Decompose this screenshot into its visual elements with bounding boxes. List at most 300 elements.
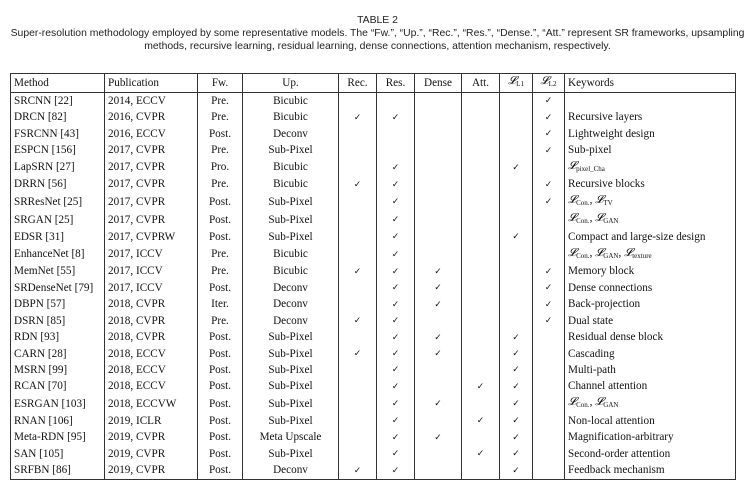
cell-up: Bicubic — [243, 177, 339, 193]
cell-rec — [339, 395, 377, 413]
loss-subscript: Con. — [576, 217, 590, 226]
keyword-text: , — [589, 194, 596, 207]
cell-dense — [415, 280, 462, 296]
cell-dense — [415, 462, 462, 479]
cell-publication: 2017, CVPR — [105, 177, 198, 193]
cell-publication: 2017, ICCV — [105, 264, 198, 280]
cell-keywords — [565, 446, 736, 462]
cell-att — [462, 142, 500, 158]
cell-keywords — [565, 430, 736, 446]
loss-symbol: 𝓛 — [568, 246, 577, 259]
cell-l2 — [533, 177, 565, 193]
cell-l1 — [500, 313, 533, 329]
loss-subscript: L2 — [548, 80, 557, 88]
cell-res — [377, 177, 415, 193]
cell-keywords — [565, 264, 736, 280]
cell-res — [377, 211, 415, 229]
cell-keywords — [565, 211, 736, 229]
cell-rec — [339, 362, 377, 378]
table-row — [11, 193, 736, 211]
cell-dense — [415, 177, 462, 193]
cell-rec — [339, 297, 377, 313]
cell-dense — [415, 211, 462, 229]
cell-att — [462, 211, 500, 229]
loss-symbol: 𝓛 — [595, 396, 604, 409]
col-header-fw: Fw. — [198, 74, 243, 93]
cell-publication: 2017, CVPR — [105, 211, 198, 229]
cell-keywords — [565, 297, 736, 313]
check-mark: ✓ — [391, 365, 400, 376]
check-mark: ✓ — [391, 416, 400, 427]
cell-rec — [339, 229, 377, 245]
cell-keywords — [565, 462, 736, 479]
cell-rec — [339, 193, 377, 211]
check-mark: ✓ — [391, 266, 400, 277]
cell-rec — [339, 280, 377, 296]
cell-res — [377, 264, 415, 280]
loss-symbol: 𝓛 — [568, 194, 577, 207]
cell-method: FSRCNN [43] — [11, 126, 105, 142]
cell-fw: Post. — [198, 362, 243, 378]
cell-res — [377, 280, 415, 296]
cell-keywords — [565, 142, 736, 158]
cell-dense — [415, 126, 462, 142]
cell-dense — [415, 395, 462, 413]
col-header-publication: Publication — [105, 74, 198, 93]
check-mark: ✓ — [544, 299, 553, 310]
cell-l2 — [533, 280, 565, 296]
cell-method: ESPCN [156] — [11, 142, 105, 158]
cell-att — [462, 362, 500, 378]
cell-res — [377, 395, 415, 413]
keyword-text: Feedback mechanism — [568, 464, 665, 477]
cell-l2 — [533, 159, 565, 177]
cell-fw: Pre. — [198, 93, 243, 110]
check-mark: ✓ — [434, 432, 442, 443]
check-mark: ✓ — [391, 215, 400, 226]
check-mark: ✓ — [544, 316, 553, 327]
keyword-text: Multi-path — [568, 363, 616, 376]
table-row — [11, 246, 736, 264]
check-mark: ✓ — [512, 162, 520, 173]
check-mark: ✓ — [476, 449, 485, 460]
cell-res — [377, 229, 415, 245]
cell-up: Sub-Pixel — [243, 193, 339, 211]
cell-keywords — [565, 159, 736, 177]
cell-dense — [415, 413, 462, 429]
col-header-up: Up. — [243, 74, 339, 93]
check-mark: ✓ — [512, 349, 520, 360]
cell-up: Sub-Pixel — [243, 346, 339, 362]
check-mark: ✓ — [476, 416, 485, 427]
check-mark: ✓ — [434, 399, 442, 410]
cell-fw: Pre. — [198, 264, 243, 280]
cell-method: Meta-RDN [95] — [11, 430, 105, 446]
cell-att — [462, 297, 500, 313]
check-mark: ✓ — [391, 381, 400, 392]
loss-symbol: 𝓛 — [568, 212, 577, 225]
cell-res — [377, 126, 415, 142]
cell-method: RCAN [70] — [11, 379, 105, 395]
cell-l1 — [500, 246, 533, 264]
cell-up: Sub-Pixel — [243, 211, 339, 229]
cell-rec — [339, 462, 377, 479]
cell-keywords — [565, 126, 736, 142]
check-mark: ✓ — [353, 112, 362, 123]
cell-keywords — [565, 177, 736, 193]
table-row — [11, 430, 736, 446]
cell-up: Sub-Pixel — [243, 446, 339, 462]
check-mark: ✓ — [391, 449, 400, 460]
cell-att — [462, 462, 500, 479]
table-row — [11, 362, 736, 378]
cell-keywords — [565, 93, 736, 110]
check-mark: ✓ — [353, 266, 362, 277]
cell-keywords — [565, 329, 736, 345]
cell-l2 — [533, 93, 565, 110]
cell-l2 — [533, 395, 565, 413]
cell-att — [462, 246, 500, 264]
check-mark: ✓ — [391, 162, 400, 173]
check-mark: ✓ — [353, 179, 362, 190]
table-row — [11, 159, 736, 177]
keyword-text: Lightweight design — [568, 127, 655, 140]
cell-att — [462, 329, 500, 345]
cell-method: DRCN [82] — [11, 109, 105, 125]
cell-method: DBPN [57] — [11, 297, 105, 313]
check-mark: ✓ — [512, 365, 520, 376]
cell-fw: Pre. — [198, 246, 243, 264]
cell-fw: Post. — [198, 193, 243, 211]
cell-method: RNAN [106] — [11, 413, 105, 429]
cell-l1 — [500, 109, 533, 125]
cell-dense — [415, 246, 462, 264]
cell-publication: 2017, ICCV — [105, 246, 198, 264]
col-header-method: Method — [11, 74, 105, 93]
check-mark: ✓ — [391, 179, 400, 190]
cell-method: SAN [105] — [11, 446, 105, 462]
cell-fw: Post. — [198, 430, 243, 446]
cell-publication: 2017, ICCV — [105, 280, 198, 296]
check-mark: ✓ — [353, 316, 362, 327]
cell-l1 — [500, 413, 533, 429]
table-row — [11, 142, 736, 158]
cell-up: Bicubic — [243, 93, 339, 110]
cell-keywords — [565, 346, 736, 362]
cell-up: Sub-Pixel — [243, 362, 339, 378]
table-row — [11, 109, 736, 125]
cell-method: EnhanceNet [8] — [11, 246, 105, 264]
cell-publication: 2017, CVPR — [105, 193, 198, 211]
cell-rec — [339, 446, 377, 462]
cell-att — [462, 264, 500, 280]
cell-method: DSRN [85] — [11, 313, 105, 329]
cell-rec — [339, 211, 377, 229]
check-mark: ✓ — [512, 432, 520, 443]
loss-subscript: Con. — [576, 401, 590, 410]
keyword-text: , — [618, 246, 625, 259]
cell-method: SRResNet [25] — [11, 193, 105, 211]
col-header-att: Att. — [462, 74, 500, 93]
cell-res — [377, 159, 415, 177]
table-row — [11, 280, 736, 296]
cell-l2 — [533, 313, 565, 329]
cell-method: LapSRN [27] — [11, 159, 105, 177]
cell-keywords — [565, 379, 736, 395]
check-mark: ✓ — [512, 232, 520, 243]
cell-l2 — [533, 362, 565, 378]
keyword-text: Non-local attention — [568, 414, 655, 427]
check-mark: ✓ — [434, 332, 442, 343]
cell-up: Bicubic — [243, 159, 339, 177]
cell-publication: 2018, ECCV — [105, 346, 198, 362]
cell-up: Sub-Pixel — [243, 395, 339, 413]
cell-method: SRCNN [22] — [11, 93, 105, 110]
cell-publication: 2019, ICLR — [105, 413, 198, 429]
loss-subscript: Con. — [576, 251, 590, 260]
cell-keywords — [565, 413, 736, 429]
loss-symbol: 𝓛 — [595, 246, 604, 259]
col-header-rec: Rec. — [339, 74, 377, 93]
cell-up: Bicubic — [243, 109, 339, 125]
check-mark: ✓ — [391, 432, 400, 443]
cell-dense — [415, 362, 462, 378]
cell-fw: Post. — [198, 229, 243, 245]
keyword-text: , — [589, 246, 596, 259]
check-mark: ✓ — [512, 465, 520, 476]
cell-dense — [415, 193, 462, 211]
sr-methodology-table — [10, 73, 736, 480]
loss-subscript: GAN — [603, 251, 619, 260]
loss-subscript: GAN — [603, 401, 619, 410]
table-row — [11, 229, 736, 245]
table-row — [11, 297, 736, 313]
table-row — [11, 462, 736, 479]
cell-l1 — [500, 346, 533, 362]
cell-l1 — [500, 395, 533, 413]
cell-dense — [415, 109, 462, 125]
cell-rec — [339, 246, 377, 264]
cell-rec — [339, 413, 377, 429]
check-mark: ✓ — [434, 299, 442, 310]
cell-att — [462, 280, 500, 296]
table-row — [11, 264, 736, 280]
cell-publication: 2019, CVPR — [105, 430, 198, 446]
cell-att — [462, 109, 500, 125]
cell-method: DRRN [56] — [11, 177, 105, 193]
cell-dense — [415, 446, 462, 462]
cell-att — [462, 413, 500, 429]
cell-method: RDN [93] — [11, 329, 105, 345]
cell-rec — [339, 264, 377, 280]
cell-res — [377, 430, 415, 446]
cell-publication: 2017, CVPRW — [105, 229, 198, 245]
cell-up: Deconv — [243, 313, 339, 329]
keyword-text: Cascading — [568, 347, 615, 360]
cell-l1 — [500, 177, 533, 193]
keyword-text: Recursive layers — [568, 111, 643, 124]
cell-publication: 2019, CVPR — [105, 446, 198, 462]
cell-res — [377, 446, 415, 462]
check-mark: ✓ — [391, 197, 400, 208]
check-mark: ✓ — [434, 283, 442, 294]
cell-att — [462, 177, 500, 193]
cell-att — [462, 93, 500, 110]
cell-att — [462, 229, 500, 245]
cell-att — [462, 346, 500, 362]
keyword-text: Channel attention — [568, 380, 648, 393]
check-mark: ✓ — [544, 283, 553, 294]
table-row — [11, 346, 736, 362]
cell-att — [462, 446, 500, 462]
check-mark: ✓ — [434, 349, 442, 360]
cell-up: Bicubic — [243, 264, 339, 280]
check-mark: ✓ — [544, 197, 553, 208]
cell-dense — [415, 142, 462, 158]
cell-method: MemNet [55] — [11, 264, 105, 280]
table-row — [11, 177, 736, 193]
table-row — [11, 93, 736, 110]
cell-res — [377, 93, 415, 110]
col-header-l2 — [533, 74, 565, 93]
cell-dense — [415, 93, 462, 110]
cell-dense — [415, 159, 462, 177]
cell-keywords — [565, 313, 736, 329]
cell-att — [462, 126, 500, 142]
table-row — [11, 329, 736, 345]
keyword-text: Compact and large-size design — [568, 230, 706, 243]
cell-l2 — [533, 126, 565, 142]
cell-rec — [339, 142, 377, 158]
check-mark: ✓ — [391, 283, 400, 294]
cell-fw: Post. — [198, 280, 243, 296]
col-header-res: Res. — [377, 74, 415, 93]
loss-symbol: 𝓛 — [568, 159, 577, 172]
cell-up: Deconv — [243, 462, 339, 479]
cell-l1 — [500, 462, 533, 479]
table-body — [11, 93, 736, 480]
check-mark: ✓ — [544, 145, 553, 156]
cell-publication: 2016, ECCV — [105, 126, 198, 142]
cell-method: EDSR [31] — [11, 229, 105, 245]
cell-l2 — [533, 346, 565, 362]
cell-l1 — [500, 430, 533, 446]
check-mark: ✓ — [391, 465, 400, 476]
table-row — [11, 313, 736, 329]
cell-res — [377, 362, 415, 378]
keyword-text: Residual dense block — [568, 331, 664, 344]
cell-fw: Pre. — [198, 177, 243, 193]
cell-dense — [415, 297, 462, 313]
cell-att — [462, 379, 500, 395]
check-mark: ✓ — [353, 465, 362, 476]
cell-l2 — [533, 264, 565, 280]
check-mark: ✓ — [391, 316, 400, 327]
cell-l2 — [533, 462, 565, 479]
cell-l2 — [533, 142, 565, 158]
cell-up: Sub-Pixel — [243, 229, 339, 245]
cell-keywords — [565, 362, 736, 378]
table-row — [11, 446, 736, 462]
check-mark: ✓ — [512, 381, 520, 392]
check-mark: ✓ — [544, 266, 553, 277]
cell-publication: 2019, CVPR — [105, 462, 198, 479]
cell-res — [377, 246, 415, 264]
check-mark: ✓ — [391, 299, 400, 310]
keyword-text: , — [589, 396, 596, 409]
check-mark: ✓ — [391, 399, 400, 410]
cell-fw: Iter. — [198, 297, 243, 313]
cell-fw: Pre. — [198, 142, 243, 158]
cell-l1 — [500, 329, 533, 345]
loss-symbol: 𝓛 — [595, 194, 604, 207]
cell-dense — [415, 329, 462, 345]
table-row — [11, 395, 736, 413]
cell-rec — [339, 346, 377, 362]
cell-rec — [339, 159, 377, 177]
cell-l2 — [533, 246, 565, 264]
keyword-text: Dense connections — [568, 281, 653, 294]
cell-fw: Pro. — [198, 159, 243, 177]
loss-subscript: L1 — [516, 80, 524, 88]
check-mark: ✓ — [512, 332, 520, 343]
cell-l1 — [500, 126, 533, 142]
cell-method: SRDenseNet [79] — [11, 280, 105, 296]
keyword-text: , — [589, 212, 596, 225]
cell-keywords — [565, 229, 736, 245]
cell-rec — [339, 379, 377, 395]
cell-l2 — [533, 413, 565, 429]
cell-publication: 2018, ECCV — [105, 379, 198, 395]
cell-dense — [415, 264, 462, 280]
cell-keywords — [565, 246, 736, 264]
cell-fw: Post. — [198, 379, 243, 395]
loss-symbol: 𝓛 — [595, 212, 604, 225]
cell-res — [377, 142, 415, 158]
keyword-text: Back-projection — [568, 298, 641, 311]
cell-up: Sub-Pixel — [243, 379, 339, 395]
cell-dense — [415, 379, 462, 395]
cell-l2 — [533, 430, 565, 446]
cell-fw: Pre. — [198, 313, 243, 329]
cell-dense — [415, 313, 462, 329]
cell-publication: 2018, ECCVW — [105, 395, 198, 413]
cell-up: Deconv — [243, 297, 339, 313]
cell-up: Bicubic — [243, 246, 339, 264]
cell-fw: Post. — [198, 462, 243, 479]
cell-res — [377, 462, 415, 479]
check-mark: ✓ — [391, 232, 400, 243]
cell-res — [377, 346, 415, 362]
check-mark: ✓ — [434, 266, 442, 277]
cell-up: Sub-Pixel — [243, 329, 339, 345]
cell-l1 — [500, 229, 533, 245]
cell-l2 — [533, 379, 565, 395]
cell-l2 — [533, 109, 565, 125]
cell-fw: Post. — [198, 211, 243, 229]
cell-rec — [339, 177, 377, 193]
cell-publication: 2014, ECCV — [105, 93, 198, 110]
cell-l2 — [533, 446, 565, 462]
cell-method: MSRN [99] — [11, 362, 105, 378]
cell-keywords — [565, 193, 736, 211]
col-header-dense: Dense — [415, 74, 462, 93]
loss-symbol: 𝓛 — [624, 246, 633, 259]
loss-symbol: 𝓛 — [508, 75, 517, 87]
cell-res — [377, 109, 415, 125]
keyword-text: Recursive blocks — [568, 178, 645, 191]
cell-keywords — [565, 109, 736, 125]
